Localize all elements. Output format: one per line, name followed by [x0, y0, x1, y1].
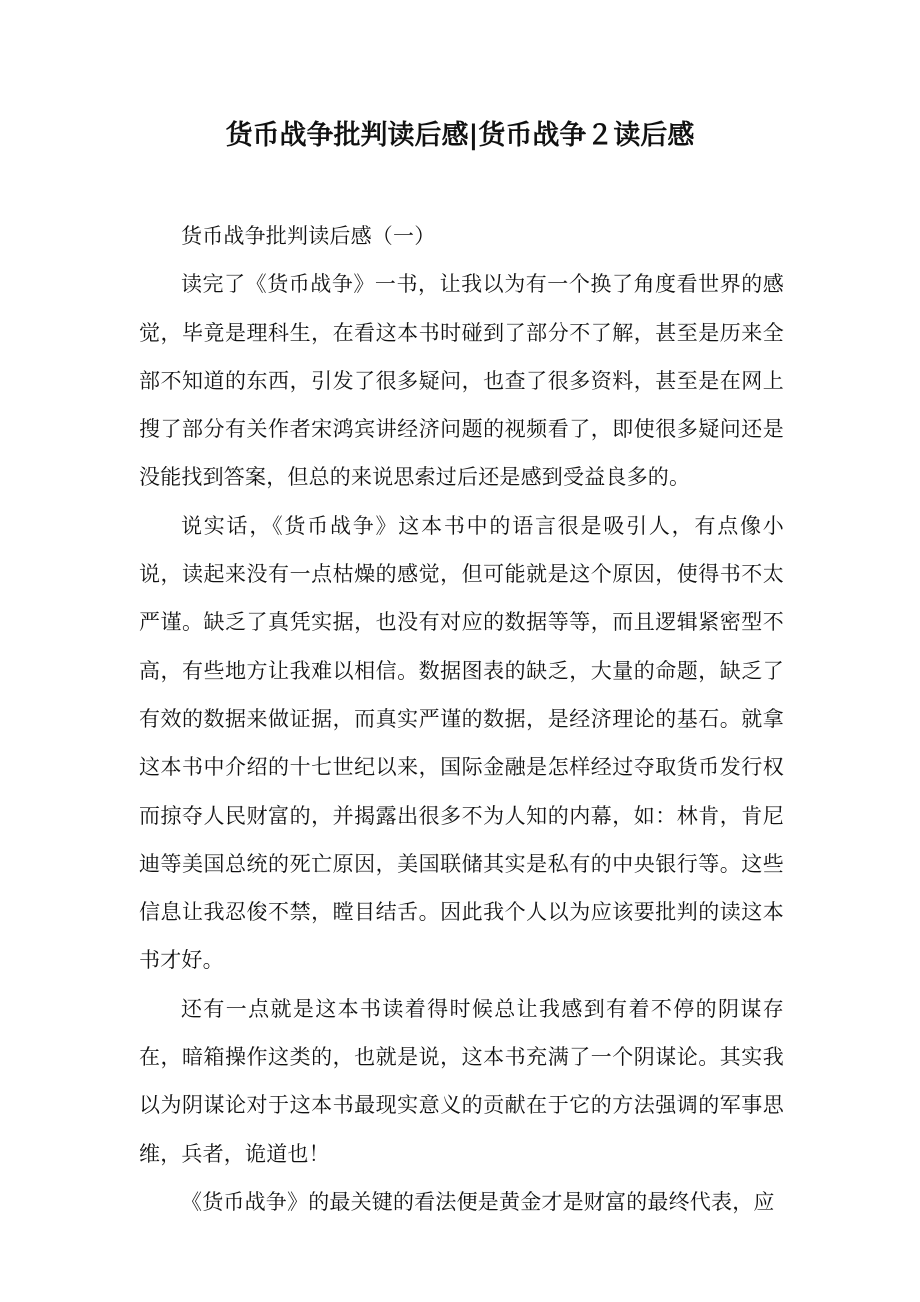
paragraph: 说实话，《货币战争》这本书中的语言很是吸引人，有点像小说，读起来没有一点枯燥的感觉，但可能就是这个原因，使得书不太严谨。缺乏了真凭实据，也没有对应的数据等等，而且逻辑紧密型不高，有些地方让我难以相信。数据图表的缺乏，大量的命题，缺乏了有效的数据来做证据，而真实严谨的数据，是经济理论的基石。就拿这本书中介绍的十七世纪以来，国际金融是怎样经过夺取货币发行权而掠夺人民财富的，并揭露出很多不为人知的内幕，如：林肯，肯尼迪等美国总统的死亡原因，美国联储其实是私有的中央银行等。这些信息让我忍俊不禁，瞠目结舌。因此我个人以为应该要批判的读这本书才好。 [139, 513, 784, 973]
paragraph: 还有一点就是这本书读着得时候总让我感到有着不停的阴谋存在，暗箱操作这类的，也就是说，这本书充满了一个阴谋论。其实我以为阴谋论对于这本书最现实意义的贡献在于它的方法强调的军事思维，兵者，诡道也！ [139, 996, 784, 1166]
section-subtitle: 货币战争批判读后感（一） [181, 224, 436, 248]
document-body [139, 212, 784, 1226]
document-title: 货币战争批判读后感|货币战争２读后感 [225, 120, 695, 151]
paragraph: 读完了《货币战争》一书，让我以为有一个换了角度看世界的感觉，毕竟是理科生，在看这本书时碰到了部分不了解，甚至是历来全部不知道的东西，引发了很多疑问，也查了很多资料，甚至是在网上搜了部分有关作者宋鸿宾讲经济问题的视频看了，即使很多疑问还是没能找到答案，但总的来说思索过后还是感到受益良多的。 [139, 272, 784, 490]
paragraph: 《货币战争》的最关键的看法便是黄金才是财富的最终代表，应 [181, 1189, 775, 1214]
